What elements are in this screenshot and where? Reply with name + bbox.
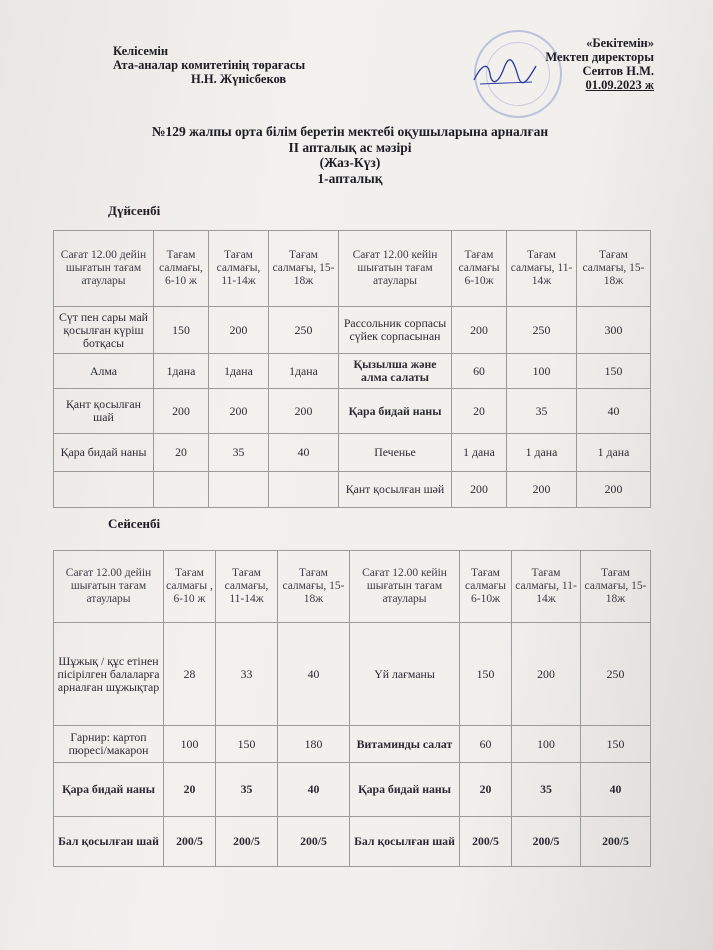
title-line-school: №129 жалпы орта білім беретін мектебі оқушыларына арналған — [151, 124, 549, 139]
table-cell: Қара бидай наны — [54, 763, 164, 817]
table-row — [54, 354, 651, 389]
column-header: Тағам салмағы 6-10ж — [452, 231, 507, 307]
column-header: Тағам салмағы, 11-14ж — [507, 231, 577, 307]
table-cell: 200 — [452, 307, 507, 354]
table-cell: 200/5 — [164, 817, 216, 867]
table-cell: 20 — [460, 763, 512, 817]
column-header: Сағат 12.00 кейін шығатын тағам атаулары — [339, 231, 452, 307]
column-header: Тағам салмағы , 6-10 ж — [164, 551, 216, 623]
title-line-season: (Жаз-Күз) — [319, 155, 381, 170]
approval-signer: Сеитов Н.М. — [582, 64, 654, 78]
table-cell: 1дана — [154, 354, 209, 389]
tuesday-menu-table — [53, 550, 651, 867]
table-cell: Печенье — [339, 434, 452, 472]
approval-block — [474, 36, 654, 92]
table-cell: 250 — [581, 623, 651, 726]
table-cell: 250 — [507, 307, 577, 354]
table-cell: 200/5 — [460, 817, 512, 867]
table-cell: Қант қосылған шай — [54, 389, 154, 434]
table-cell: 33 — [216, 623, 278, 726]
day-heading-tuesday: Сейсенбі — [108, 516, 161, 531]
table-cell: Бал қосылған шай — [350, 817, 460, 867]
table-cell — [154, 472, 209, 508]
table-cell: 200/5 — [216, 817, 278, 867]
column-header: Тағам салмағы, 11-14ж — [209, 231, 269, 307]
column-header: Сағат 12.00 дейін шығатын тағам атаулары — [54, 231, 154, 307]
table-cell: 40 — [269, 434, 339, 472]
table-cell: 28 — [164, 623, 216, 726]
approval-position: Мектеп директоры — [545, 50, 654, 64]
agreement-block — [113, 44, 305, 86]
table-cell: 1 дана — [507, 434, 577, 472]
table-cell — [209, 472, 269, 508]
table-cell: 40 — [581, 763, 651, 817]
table-cell: Қант қосылған шәй — [339, 472, 452, 508]
table-cell: 20 — [452, 389, 507, 434]
agreement-position: Ата-аналар комитетінің төрағасы — [113, 58, 306, 72]
table-cell: 180 — [278, 726, 350, 763]
table-cell: 60 — [452, 354, 507, 389]
table-cell: Алма — [54, 354, 154, 389]
table-cell: 150 — [154, 307, 209, 354]
table-cell: Рассольник сорпасы сүйек сорпасынан — [339, 307, 452, 354]
table-cell: 200 — [269, 389, 339, 434]
table-cell: 200 — [577, 472, 651, 508]
table-cell: 100 — [512, 726, 581, 763]
table-cell: 35 — [209, 434, 269, 472]
table-cell: Қара бидай наны — [339, 389, 452, 434]
table-cell: 1дана — [209, 354, 269, 389]
agreement-signer: Н.Н. Жүнісбеков — [191, 72, 287, 86]
table-cell: 20 — [154, 434, 209, 472]
column-header: Сағат 12.00 кейін шығатын тағам атаулары — [350, 551, 460, 623]
table-cell: 1 дана — [577, 434, 651, 472]
table-cell: Витаминды салат — [350, 726, 460, 763]
table-cell: 250 — [269, 307, 339, 354]
table-cell: 200/5 — [581, 817, 651, 867]
table-cell: 35 — [512, 763, 581, 817]
table-cell — [54, 472, 154, 508]
table-cell: 20 — [164, 763, 216, 817]
table-cell: 35 — [507, 389, 577, 434]
table-cell: 200 — [452, 472, 507, 508]
table-cell: 200/5 — [512, 817, 581, 867]
table-cell: 200/5 — [278, 817, 350, 867]
table-row — [54, 726, 651, 763]
table-row — [54, 472, 651, 508]
table-row — [54, 307, 651, 354]
table-cell: 200 — [154, 389, 209, 434]
column-header: Тағам салмағы, 15-18ж — [269, 231, 339, 307]
page-title — [110, 124, 590, 186]
table-row — [54, 389, 651, 434]
table-cell: Бал қосылған шай — [54, 817, 164, 867]
table-cell: 300 — [577, 307, 651, 354]
table-cell: Қызылша және алма салаты — [339, 354, 452, 389]
title-line-week: 1-апталық — [317, 170, 383, 186]
table-cell: 40 — [278, 763, 350, 817]
table-cell: 200 — [209, 307, 269, 354]
table-cell: Үй лағманы — [350, 623, 460, 726]
column-header: Тағам салмағы, 11-14ж — [512, 551, 581, 623]
table-header-row — [54, 551, 651, 623]
table-header-row — [54, 231, 651, 307]
title-line-menu: II апталық ас мәзірі — [288, 139, 412, 155]
table-cell: Гарнир: картоп пюресі/макарон — [54, 726, 164, 763]
column-header: Тағам салмағы, 15-18ж — [278, 551, 350, 623]
approval-label: «Бекітемін» — [586, 36, 654, 50]
column-header: Тағам салмағы, 15-18ж — [577, 231, 651, 307]
table-cell: 150 — [577, 354, 651, 389]
column-header: Тағам салмағы, 6-10 ж — [154, 231, 209, 307]
column-header: Тағам салмағы 6-10ж — [460, 551, 512, 623]
table-cell: 150 — [216, 726, 278, 763]
table-cell: 1 дана — [452, 434, 507, 472]
table-cell: Қара бидай наны — [350, 763, 460, 817]
table-cell: 35 — [216, 763, 278, 817]
table-cell: 100 — [507, 354, 577, 389]
table-row — [54, 763, 651, 817]
table-cell: 40 — [577, 389, 651, 434]
table-cell: 150 — [581, 726, 651, 763]
day-heading-monday: Дүйсенбі — [108, 203, 161, 218]
table-cell — [269, 472, 339, 508]
table-cell: 200 — [507, 472, 577, 508]
table-cell: 60 — [460, 726, 512, 763]
approval-date: 01.09.2023 ж — [585, 78, 654, 92]
column-header: Сағат 12.00 дейін шығатын тағам атаулары — [54, 551, 164, 623]
column-header: Тағам салмағы, 11-14ж — [216, 551, 278, 623]
table-row — [54, 817, 651, 867]
table-row — [54, 623, 651, 726]
table-cell: Сүт пен сары май қосылған күріш ботқасы — [54, 307, 154, 354]
table-cell: Шұжық / құс етінен пісірілген балаларға арналған шұжықтар — [54, 623, 164, 726]
table-cell: 150 — [460, 623, 512, 726]
column-header: Тағам салмағы, 15-18ж — [581, 551, 651, 623]
table-cell: Қара бидай наны — [54, 434, 154, 472]
table-cell: 40 — [278, 623, 350, 726]
monday-menu-table — [53, 230, 651, 508]
agreement-label: Келісемін — [113, 44, 169, 58]
table-row — [54, 434, 651, 472]
table-cell: 100 — [164, 726, 216, 763]
table-cell: 200 — [209, 389, 269, 434]
table-cell: 1дана — [269, 354, 339, 389]
table-cell: 200 — [512, 623, 581, 726]
